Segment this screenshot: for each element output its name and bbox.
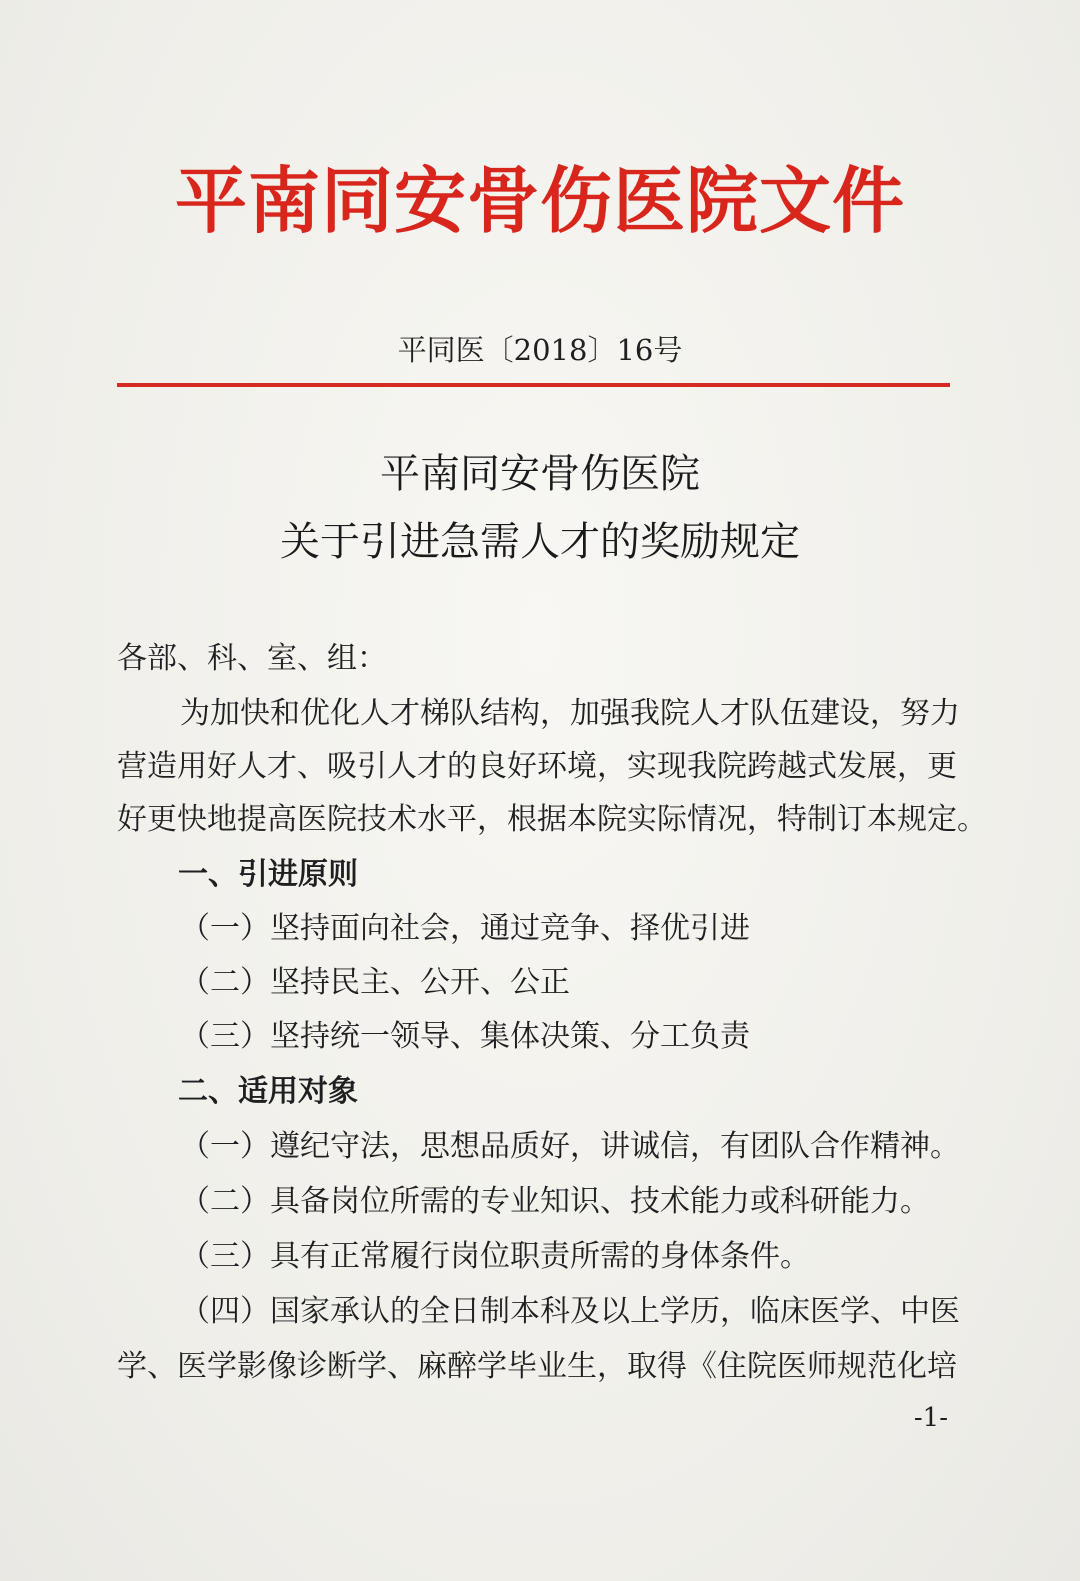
document-title-line1: 平南同安骨伤医院: [380, 451, 700, 497]
target-item: （一）遵纪守法，思想品质好，讲诚信，有团队合作精神。: [180, 1129, 960, 1164]
intro-paragraph-line: 好更快地提高医院技术水平，根据本院实际情况，特制订本规定。: [117, 802, 987, 837]
document-title-line2: 关于引进急需人才的奖励规定: [280, 519, 800, 565]
principle-item: （三）坚持统一领导、集体决策、分工负责: [180, 1019, 750, 1054]
document-number: 平同医〔2018〕16号: [397, 333, 683, 367]
salutation: 各部、科、室、组：: [117, 641, 387, 676]
principle-item: （一）坚持面向社会，通过竞争、择优引进: [180, 911, 750, 946]
page-number: -1-: [913, 1403, 948, 1433]
principle-item: （二）坚持民主、公开、公正: [180, 965, 570, 1000]
target-item: （三）具有正常履行岗位职责所需的身体条件。: [180, 1239, 810, 1274]
document-header-title: 平南同安骨伤医院文件: [174, 159, 905, 243]
intro-paragraph-line: 为加快和优化人才梯队结构，加强我院人才队伍建设，努力: [180, 696, 960, 731]
target-item-continuation: 学、医学影像诊断学、麻醉学毕业生，取得《住院医师规范化培: [117, 1349, 957, 1384]
section-heading-applicable-targets: 二、适用对象: [178, 1074, 358, 1109]
intro-paragraph-line: 营造用好人才、吸引人才的良好环境，实现我院跨越式发展，更: [117, 749, 957, 784]
target-item: （二）具备岗位所需的专业知识、技术能力或科研能力。: [180, 1184, 930, 1219]
section-heading-principles: 一、引进原则: [178, 857, 358, 892]
target-item: （四）国家承认的全日制本科及以上学历，临床医学、中医: [180, 1294, 960, 1329]
red-divider-line: [117, 383, 950, 387]
